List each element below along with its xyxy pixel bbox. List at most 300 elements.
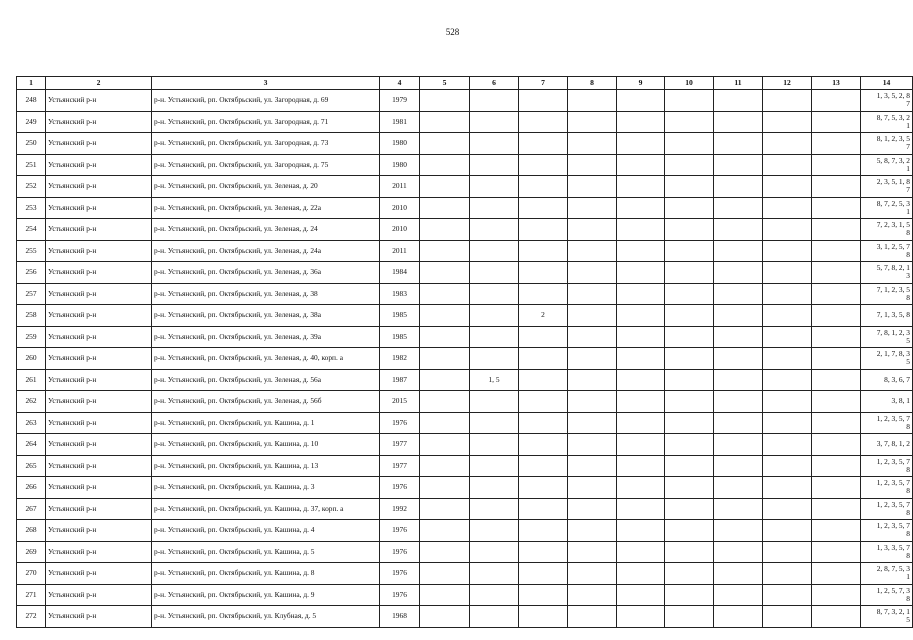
col11-cell [714,541,763,563]
col8-cell [568,305,617,327]
col9-cell [617,563,665,585]
col5-cell [420,133,470,155]
col7-cell [519,154,568,176]
col11-cell [714,391,763,413]
col14-cell: 7, 8, 1, 2, 3 5 [861,326,913,348]
col7-cell [519,455,568,477]
row-number: 248 [17,90,46,112]
col8-cell [568,197,617,219]
col10-cell [665,326,714,348]
col5-cell [420,520,470,542]
district-cell: Устьянский р-н [46,305,152,327]
col6-cell [470,455,519,477]
year-cell: 1976 [380,520,420,542]
col12-cell [763,176,812,198]
col14-cell: 8, 1, 2, 3, 5 7 [861,133,913,155]
col14-cell: 1, 3, 5, 2, 8 7 [861,90,913,112]
col7-cell [519,176,568,198]
col14-cell: 2, 3, 5, 1, 8 7 [861,176,913,198]
address-cell: р-н. Устьянский, рп. Октябрьский, ул. Загородная, д. 75 [152,154,380,176]
col8-cell [568,391,617,413]
col13-cell [812,606,861,628]
col13-cell [812,391,861,413]
table-row [17,240,913,262]
col-header: 5 [420,77,470,90]
col10-cell [665,219,714,241]
col7-cell [519,133,568,155]
col7-cell [519,520,568,542]
col5-cell [420,154,470,176]
address-cell: р-н. Устьянский, рп. Октябрьский, ул. Кашина, д. 4 [152,520,380,542]
col14-cell: 1, 2, 5, 7, 3 8 [861,584,913,606]
table-row [17,326,913,348]
col13-cell [812,563,861,585]
district-cell: Устьянский р-н [46,262,152,284]
year-cell: 1985 [380,305,420,327]
col13-cell [812,154,861,176]
col12-cell [763,606,812,628]
col-header: 8 [568,77,617,90]
col14-cell: 3, 7, 8, 1, 2 [861,434,913,456]
row-number: 249 [17,111,46,133]
col-header: 1 [17,77,46,90]
address-cell: р-н. Устьянский, рп. Октябрьский, ул. Зеленая, д. 38 [152,283,380,305]
col7-cell [519,240,568,262]
year-cell: 2011 [380,176,420,198]
row-number: 257 [17,283,46,305]
col10-cell [665,111,714,133]
col8-cell [568,133,617,155]
register-table [16,76,913,628]
col6-cell [470,498,519,520]
year-cell: 1976 [380,541,420,563]
col10-cell [665,262,714,284]
row-number: 263 [17,412,46,434]
table-row [17,434,913,456]
col12-cell [763,219,812,241]
col6-cell [470,111,519,133]
row-number: 270 [17,563,46,585]
col5-cell [420,606,470,628]
col6-cell [470,326,519,348]
district-cell: Устьянский р-н [46,133,152,155]
col7-cell [519,391,568,413]
row-number: 265 [17,455,46,477]
col5-cell [420,219,470,241]
col7-cell [519,348,568,370]
col12-cell [763,348,812,370]
col10-cell [665,305,714,327]
col10-cell [665,240,714,262]
col8-cell [568,176,617,198]
district-cell: Устьянский р-н [46,606,152,628]
col6-cell [470,563,519,585]
district-cell: Устьянский р-н [46,240,152,262]
table-row [17,520,913,542]
col11-cell [714,176,763,198]
col9-cell [617,111,665,133]
year-cell: 1979 [380,90,420,112]
col9-cell [617,154,665,176]
col13-cell [812,197,861,219]
row-number: 262 [17,391,46,413]
col8-cell [568,90,617,112]
col13-cell [812,283,861,305]
col9-cell [617,541,665,563]
col9-cell [617,455,665,477]
district-cell: Устьянский р-н [46,90,152,112]
col6-cell [470,434,519,456]
col11-cell [714,434,763,456]
col12-cell [763,240,812,262]
col10-cell [665,606,714,628]
col7-cell [519,434,568,456]
page-number: 528 [445,27,460,37]
col13-cell [812,455,861,477]
col11-cell [714,326,763,348]
col7-cell [519,584,568,606]
col9-cell [617,606,665,628]
col14-cell: 8, 3, 6, 7 [861,369,913,391]
year-cell: 1968 [380,606,420,628]
col6-cell [470,477,519,499]
table-row [17,348,913,370]
col13-cell [812,498,861,520]
col13-cell [812,111,861,133]
address-cell: р-н. Устьянский, рп. Октябрьский, ул. Зеленая, д. 40, корп. а [152,348,380,370]
col6-cell: 1, 5 [470,369,519,391]
col12-cell [763,326,812,348]
col9-cell [617,219,665,241]
col12-cell [763,563,812,585]
col12-cell [763,498,812,520]
col9-cell [617,305,665,327]
col10-cell [665,412,714,434]
col-header: 4 [380,77,420,90]
col6-cell [470,348,519,370]
district-cell: Устьянский р-н [46,197,152,219]
year-cell: 1976 [380,563,420,585]
col7-cell [519,111,568,133]
year-cell: 1987 [380,369,420,391]
col13-cell [812,477,861,499]
col13-cell [812,369,861,391]
col6-cell [470,391,519,413]
col11-cell [714,219,763,241]
col10-cell [665,154,714,176]
address-cell: р-н. Устьянский, рп. Октябрьский, ул. Зеленая, д. 24а [152,240,380,262]
address-cell: р-н. Устьянский, рп. Октябрьский, ул. Кашина, д. 8 [152,563,380,585]
col8-cell [568,584,617,606]
address-cell: р-н. Устьянский, рп. Октябрьский, ул. Зеленая, д. 56а [152,369,380,391]
col7-cell [519,563,568,585]
col11-cell [714,563,763,585]
table-row [17,477,913,499]
row-number: 258 [17,305,46,327]
col5-cell [420,369,470,391]
col11-cell [714,262,763,284]
col7-cell [519,90,568,112]
col-header: 11 [714,77,763,90]
col5-cell [420,283,470,305]
col8-cell [568,477,617,499]
col-header: 12 [763,77,812,90]
col11-cell [714,498,763,520]
col13-cell [812,412,861,434]
district-cell: Устьянский р-н [46,541,152,563]
col12-cell [763,391,812,413]
district-cell: Устьянский р-н [46,348,152,370]
address-cell: р-н. Устьянский, рп. Октябрьский, ул. Кашина, д. 3 [152,477,380,499]
year-cell: 1992 [380,498,420,520]
col5-cell [420,498,470,520]
col8-cell [568,434,617,456]
col12-cell [763,477,812,499]
col9-cell [617,197,665,219]
table-row [17,154,913,176]
year-cell: 2011 [380,240,420,262]
table-row [17,541,913,563]
col11-cell [714,90,763,112]
col-header: 3 [152,77,380,90]
col8-cell [568,520,617,542]
table-row [17,606,913,628]
col12-cell [763,455,812,477]
row-number: 268 [17,520,46,542]
col14-cell: 1, 2, 3, 5, 7 8 [861,477,913,499]
year-cell: 1985 [380,326,420,348]
col11-cell [714,197,763,219]
year-cell: 2015 [380,391,420,413]
col5-cell [420,541,470,563]
col14-cell: 7, 1, 2, 3, 5 8 [861,283,913,305]
col5-cell [420,305,470,327]
col11-cell [714,477,763,499]
col11-cell [714,240,763,262]
year-cell: 1976 [380,412,420,434]
col10-cell [665,520,714,542]
row-number: 260 [17,348,46,370]
col12-cell [763,305,812,327]
col9-cell [617,133,665,155]
col11-cell [714,584,763,606]
col12-cell [763,283,812,305]
col12-cell [763,262,812,284]
col12-cell [763,197,812,219]
col10-cell [665,391,714,413]
address-cell: р-н. Устьянский, рп. Октябрьский, ул. Кашина, д. 10 [152,434,380,456]
district-cell: Устьянский р-н [46,434,152,456]
district-cell: Устьянский р-н [46,111,152,133]
address-cell: р-н. Устьянский, рп. Октябрьский, ул. Зеленая, д. 22а [152,197,380,219]
col14-cell: 8, 7, 5, 3, 2 1 [861,111,913,133]
col6-cell [470,606,519,628]
col9-cell [617,498,665,520]
header-row [17,77,913,90]
table-row [17,369,913,391]
district-cell: Устьянский р-н [46,477,152,499]
col10-cell [665,563,714,585]
col-header: 14 [861,77,913,90]
col6-cell [470,520,519,542]
col-header: 2 [46,77,152,90]
table-body [17,77,913,628]
year-cell: 1984 [380,262,420,284]
col8-cell [568,455,617,477]
table-row [17,111,913,133]
col5-cell [420,391,470,413]
col14-cell: 2, 8, 7, 5, 3 1 [861,563,913,585]
col7-cell [519,369,568,391]
col5-cell [420,262,470,284]
row-number: 266 [17,477,46,499]
col13-cell [812,219,861,241]
col12-cell [763,434,812,456]
col10-cell [665,477,714,499]
col11-cell [714,154,763,176]
col7-cell [519,477,568,499]
col-header: 13 [812,77,861,90]
col-header: 10 [665,77,714,90]
address-cell: р-н. Устьянский, рп. Октябрьский, ул. Зеленая, д. 36а [152,262,380,284]
col14-cell: 5, 8, 7, 3, 2 1 [861,154,913,176]
col5-cell [420,434,470,456]
col7-cell [519,412,568,434]
col5-cell [420,176,470,198]
col7-cell [519,283,568,305]
col13-cell [812,326,861,348]
address-cell: р-н. Устьянский, рп. Октябрьский, ул. Кашина, д. 13 [152,455,380,477]
district-cell: Устьянский р-н [46,455,152,477]
col6-cell [470,197,519,219]
col8-cell [568,606,617,628]
col5-cell [420,563,470,585]
col13-cell [812,434,861,456]
col8-cell [568,348,617,370]
col6-cell [470,262,519,284]
col8-cell [568,283,617,305]
year-cell: 1981 [380,111,420,133]
district-cell: Устьянский р-н [46,219,152,241]
col11-cell [714,520,763,542]
col8-cell [568,240,617,262]
col14-cell: 1, 3, 3, 5, 7 8 [861,541,913,563]
col5-cell [420,348,470,370]
col7-cell [519,326,568,348]
col12-cell [763,584,812,606]
col9-cell [617,369,665,391]
year-cell: 1980 [380,154,420,176]
address-cell: р-н. Устьянский, рп. Октябрьский, ул. Зеленая, д. 38а [152,305,380,327]
col13-cell [812,305,861,327]
col12-cell [763,541,812,563]
col14-cell: 3, 1, 2, 5, 7 8 [861,240,913,262]
address-cell: р-н. Устьянский, рп. Октябрьский, ул. Клубная, д. 5 [152,606,380,628]
address-cell: р-н. Устьянский, рп. Октябрьский, ул. Кашина, д. 1 [152,412,380,434]
table-row [17,262,913,284]
col14-cell: 3, 8, 1 [861,391,913,413]
col13-cell [812,520,861,542]
col5-cell [420,111,470,133]
col11-cell [714,369,763,391]
row-number: 267 [17,498,46,520]
col11-cell [714,133,763,155]
col8-cell [568,154,617,176]
table-row [17,412,913,434]
col8-cell [568,498,617,520]
table-row [17,498,913,520]
col5-cell [420,90,470,112]
col6-cell [470,541,519,563]
col12-cell [763,369,812,391]
table-row [17,391,913,413]
col9-cell [617,176,665,198]
col13-cell [812,584,861,606]
row-number: 254 [17,219,46,241]
col10-cell [665,541,714,563]
address-cell: р-н. Устьянский, рп. Октябрьский, ул. Загородная, д. 73 [152,133,380,155]
col14-cell: 2, 1, 7, 8, 3 5 [861,348,913,370]
table-row [17,584,913,606]
address-cell: р-н. Устьянский, рп. Октябрьский, ул. Кашина, д. 5 [152,541,380,563]
col13-cell [812,348,861,370]
table-row [17,90,913,112]
col14-cell: 5, 7, 8, 2, 1 3 [861,262,913,284]
col11-cell [714,111,763,133]
col14-cell: 7, 1, 3, 5, 8 [861,305,913,327]
district-cell: Устьянский р-н [46,283,152,305]
address-cell: р-н. Устьянский, рп. Октябрьский, ул. Загородная, д. 71 [152,111,380,133]
col10-cell [665,283,714,305]
row-number: 269 [17,541,46,563]
col9-cell [617,262,665,284]
col10-cell [665,455,714,477]
col5-cell [420,412,470,434]
row-number: 261 [17,369,46,391]
col6-cell [470,305,519,327]
col6-cell [470,240,519,262]
col13-cell [812,262,861,284]
col10-cell [665,369,714,391]
year-cell: 1977 [380,434,420,456]
address-cell: р-н. Устьянский, рп. Октябрьский, ул. Кашина, д. 37, корп. а [152,498,380,520]
col9-cell [617,326,665,348]
col12-cell [763,520,812,542]
year-cell: 1976 [380,477,420,499]
col9-cell [617,240,665,262]
col8-cell [568,111,617,133]
address-cell: р-н. Устьянский, рп. Октябрьский, ул. Загородная, д. 69 [152,90,380,112]
col13-cell [812,176,861,198]
col5-cell [420,455,470,477]
col14-cell: 7, 2, 3, 1, 5 8 [861,219,913,241]
col5-cell [420,477,470,499]
district-cell: Устьянский р-н [46,391,152,413]
district-cell: Устьянский р-н [46,498,152,520]
year-cell: 1976 [380,584,420,606]
col11-cell [714,606,763,628]
year-cell: 2010 [380,219,420,241]
col12-cell [763,90,812,112]
district-cell: Устьянский р-н [46,326,152,348]
col12-cell [763,154,812,176]
col6-cell [470,133,519,155]
col7-cell [519,498,568,520]
table-row [17,176,913,198]
col14-cell: 8, 7, 2, 5, 3 1 [861,197,913,219]
col7-cell [519,219,568,241]
col-header: 6 [470,77,519,90]
